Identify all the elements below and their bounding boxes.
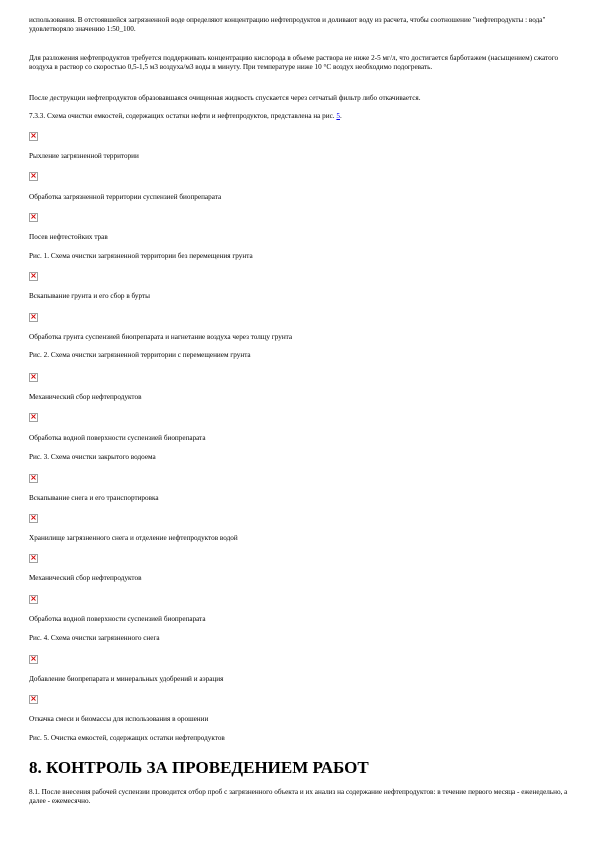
broken-image-icon (29, 595, 38, 604)
figure-5-link[interactable]: 5 (336, 112, 340, 120)
scheme-step-6: Механический сбор нефтепродуктов (29, 393, 142, 401)
scheme-step-4: Вскапывание грунта и его сбор в бурты (29, 292, 150, 300)
scheme-step-5: Обработка грунта суспензией биопрепарата и нагнетание воздуха через толщу грунта (29, 333, 293, 341)
figure-caption-5: Рис. 5. Очистка емкостей, содержащих остатки нефтепродуктов (29, 734, 225, 742)
scheme-step-8: Вскапывание снега и его транспортировка (29, 494, 159, 502)
section-heading: 8. КОНТРОЛЬ ЗА ПРОВЕДЕНИЕМ РАБОТ (29, 758, 369, 777)
broken-image-icon (29, 413, 38, 422)
broken-image-icon (29, 132, 38, 141)
intro-paragraph-3: После деструкции нефтепродуктов образовавшаяся очищенная жидкость спускается через сетчатый фильтр либо откачивается. (29, 94, 421, 102)
scheme-step-2: Обработка загрязненной территории суспензией биопрепарата (29, 193, 222, 201)
scheme-step-1: Рыхление загрязненной территории (29, 152, 139, 160)
broken-image-icon (29, 514, 38, 523)
figure-caption-2: Рис. 2. Схема очистки загрязненной территории с перемещением грунта (29, 351, 251, 359)
broken-image-icon (29, 474, 38, 483)
figure-caption-3: Рис. 3. Схема очистки закрытого водоема (29, 453, 156, 461)
broken-image-icon (29, 213, 38, 222)
intro-paragraph-2: Для разложения нефтепродуктов требуется поддерживать концентрацию кислорода в объеме раствора не ниже 2-5 мг/л, что достигается барботажем (насыщением) сжатого воздуха в раствор со скоростью 0,5-1,5 м3 воздуха/м3 воды в минуту. При температуре ниже 10 °С воздух необходимо подогревать. (29, 54, 559, 72)
broken-image-icon (29, 313, 38, 322)
intro-paragraph-4-text: 7.3.3. Схема очистки емкостей, содержащих остатки нефти и нефтепродуктов, представлена на рис. (29, 112, 337, 120)
broken-image-icon (29, 695, 38, 704)
intro-paragraph-4-end: . (340, 112, 342, 120)
scheme-step-7: Обработка водной поверхности суспензией биопрепарата (29, 434, 206, 442)
section-paragraph-1: 8.1. После внесения рабочей суспензии проводится отбор проб с загрязненного объекта и их анализ на содержание нефтепродуктов: в течение первого месяца - еженедельно, а далее - ежемесячно. (29, 788, 568, 806)
broken-image-icon (29, 272, 38, 281)
broken-image-icon (29, 655, 38, 664)
broken-image-icon (29, 172, 38, 181)
scheme-step-10: Механический сбор нефтепродуктов (29, 574, 142, 582)
scheme-step-12: Добавление биопрепарата и минеральных удобрений и аэрация (29, 675, 224, 683)
broken-image-icon (29, 373, 38, 382)
scheme-step-3: Посев нефтестойких трав (29, 233, 108, 241)
figure-caption-1: Рис. 1. Схема очистки загрязненной территории без перемещения грунта (29, 252, 253, 260)
scheme-step-9: Хранилище загрязненного снега и отделение нефтепродуктов водой (29, 534, 238, 542)
broken-image-icon (29, 554, 38, 563)
scheme-step-13: Откачка смеси и биомассы для использования в орошении (29, 715, 209, 723)
scheme-step-11: Обработка водной поверхности суспензией биопрепарата (29, 615, 206, 623)
intro-paragraph-1: использования. В отстоявшейся загрязненной воде определяют концентрацию нефтепродуктов и доливают воду из расчета, чтобы соотношение "нефтепродукты : вода" удовлетворяло значению 1:50_100. (29, 16, 546, 34)
intro-paragraph-4 (29, 112, 342, 121)
figure-caption-4: Рис. 4. Схема очистки загрязненного снега (29, 634, 160, 642)
